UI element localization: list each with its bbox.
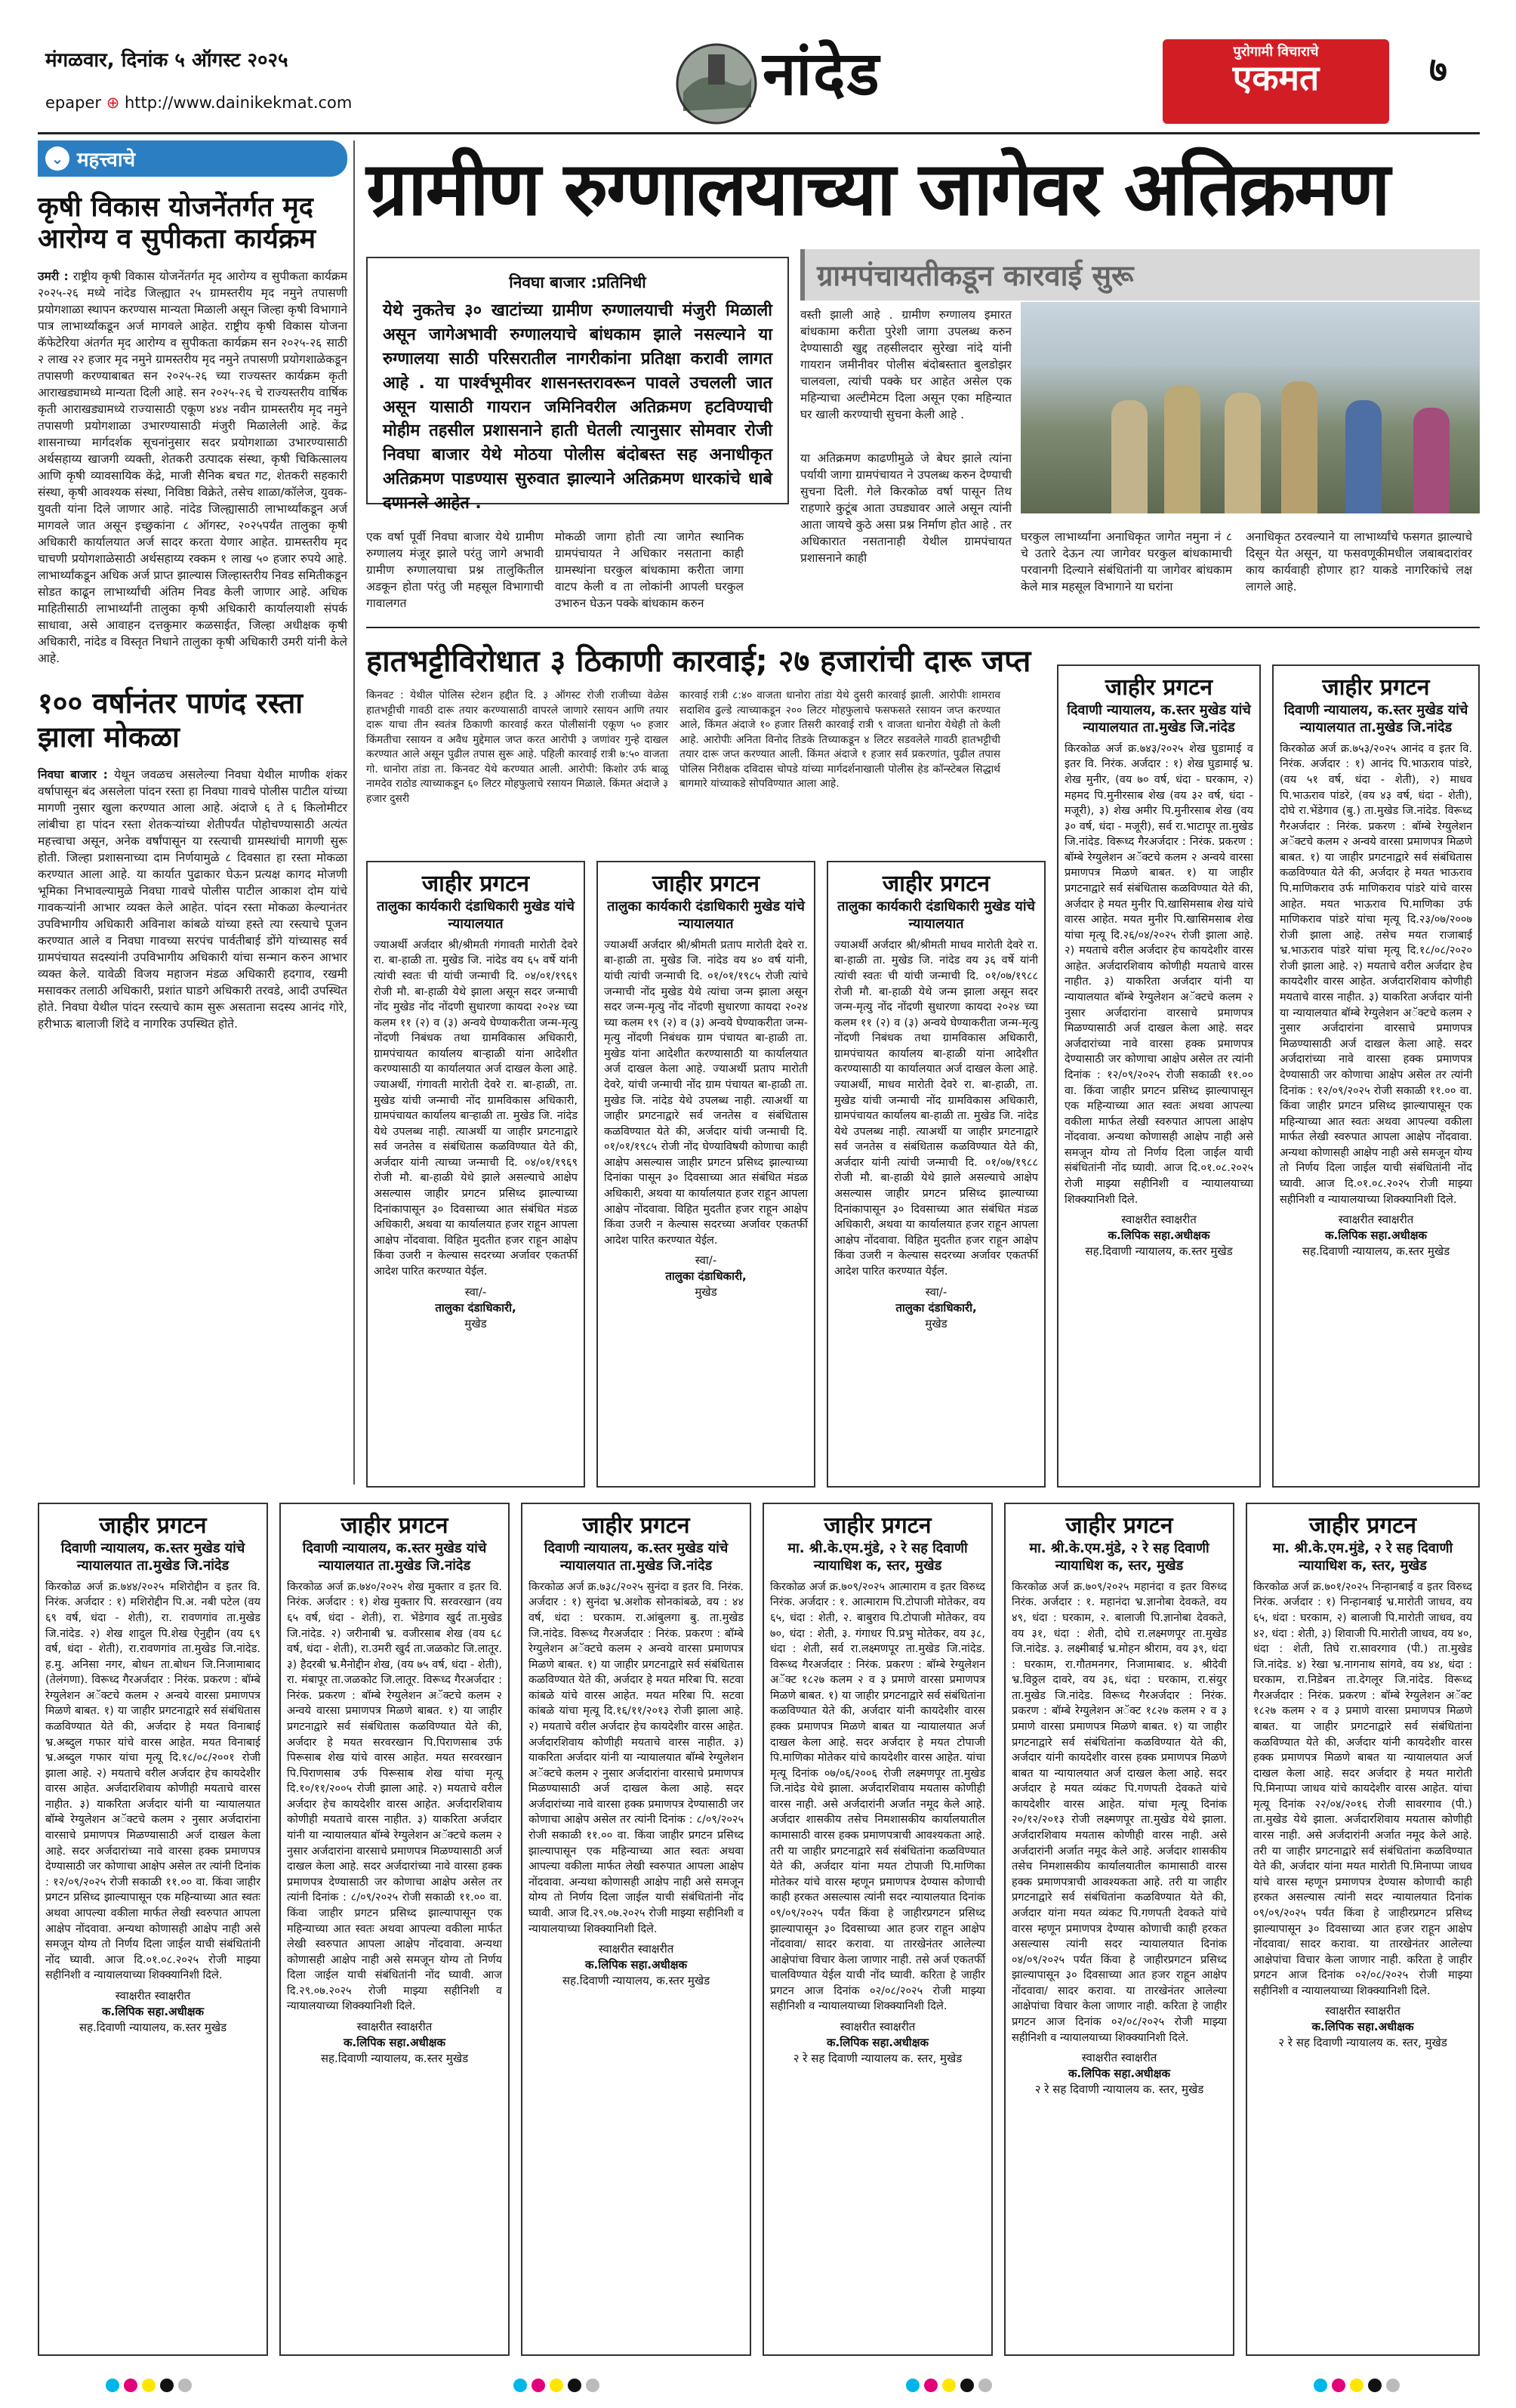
- notice-signature: २ रे सह दिवाणी न्यायालय क. स्तर, मुखेड: [1278, 2036, 1447, 2050]
- notice-signature: स्वा/-: [464, 1284, 487, 1299]
- registration-dot: [960, 2379, 974, 2392]
- notice-signature: स्वाक्षरीत स्वाक्षरीत: [1121, 1213, 1197, 1227]
- print-registration-marks: [906, 2379, 992, 2392]
- registration-dot: [142, 2379, 156, 2392]
- legal-notice: [1272, 664, 1480, 1488]
- legal-notice: [1246, 1503, 1480, 2356]
- main-lead-box: [366, 257, 789, 513]
- notice-body: ज्याअर्थी अर्जदार श्री/श्रीमती माधव मारोती देवरे रा. बा-हाळी ता. मुखेड जि. नांदेड वय ३६ वर्षे यांनी त्यांची स्वतः ची यांची जन्माची दि. ०१/०७/१९८८ रोजी मौ. बा-हाळी येथे जन्म झाला असून सदर जन्म-मृत्यु नोंद नोंदणी सुधारणा कायदा २०२४ च्या कलम ११ (२) व (३) अन्वये घेण्याकरीता जन्म-मृत्यु नोंदणी निबंधक तथा ग्रामविकास अधिकारी, ग्रामपंचायत कार्यालय बा-हाळी यांना आदेशीत करण्यासाठी या कार्यालयात अर्ज दाखल केला आहे. ज्याअर्थी, माधव मारोती देवरे रा. बा-हाळी, ता. मुखेड यांची जन्माची नोंद ग्रामविकास अधिकारी, ग्रामपंचायत कार्यालय बा-हाळी ता. मुखेड जि. नांदेड येथे उपलब्ध नाही. त्याअर्थी या जाहीर प्रगटनाद्वारे सर्व जनतेस व संबंधितास कळविण्यात येते की, अर्जदार यांनी त्यांची जन्माची दि. ०१/०७/१९८८ रोजी मौ. बा-हाळी येथे झाले असल्याचे आक्षेप असल्यास जाहीर प्रगटन प्रसिध्द झाल्याच्या दिनांकापासून ३० दिवसाच्या आत संबंधित मंडळ अधिकारी, अथवा या कार्यालयात हजर राहून आपला आक्षेप नोंदवावा. विहित मुदतीत हजर राहून आक्षेप किंवा उजरी न केल्यास सदरच्या अर्जावर एकतर्फी आदेश पारित करण्यात येईल.: [834, 939, 1038, 1278]
- brand-name: एकमत: [1232, 57, 1320, 98]
- sidebar-story2-title: १०० वर्षानंतर पाणंद रस्ता झाला मोकळा: [38, 686, 304, 754]
- legal-notice: [1004, 1503, 1234, 2356]
- sidebar-divider: [353, 140, 355, 1485]
- legal-notice: [521, 1503, 751, 2356]
- main-col5: घरकुल लाभार्थ्यांना अनाधिकृत जागेत नमुना नं ८ चे उतारे देऊन त्या जागेवर घरकुल बांधकामाची परवानगी दिल्याने संबंधितांनी या जागेवर बांधकाम केले मात्र महसूल विभागाने या घरांना: [1021, 530, 1232, 594]
- registration-dot: [568, 2379, 581, 2392]
- legal-notice: [763, 1503, 993, 2356]
- notice-signature: क.लिपिक सहा.अधीक्षक: [1325, 1229, 1427, 1243]
- notice-signature: तालुका दंडाधिकारी,: [895, 1300, 977, 1315]
- notice-court: मा. श्री.के.एम.मुंडे, २ रे सह दिवाणी न्यायाधिश क, स्तर, मुखेड: [787, 1540, 968, 1574]
- notice-signature: स्वाक्षरीत स्वाक्षरीत: [115, 1988, 191, 2003]
- registration-dot: [978, 2379, 992, 2392]
- brand-tagline: पुरोगामी विचाराचे: [1233, 44, 1319, 60]
- notice-court: मा. श्री.के.एम.मुंडे, २ रे सह दिवाणी न्यायाधिश क, स्तर, मुखेड: [1272, 1540, 1453, 1574]
- sidebar-story1-text: राष्ट्रीय कृषी विकास योजनेंतर्गत मृद आरोग्य व सुपीकता कार्यक्रम २०२५-२६ मध्ये नांदेड जिल्ह्यात २५ ग्रामस्तरीय मृद नमुने तपासणी प्रयोगशाळा स्थापन करण्यास मान्यता मिळाली असून जिल्हा कृषी विभागाने पात्र लाभार्थ्यांकडून अर्ज मागवले आहेत. राष्ट्रीय कृषी विकास योजना कॅफेटेरिया अंतर्गत मृद आरोग्य व सुपीकता कार्यक्रम सन २०२५-२६ साठी २ लाख २२ हजार मृद नमुने ग्रामस्तरीय मृद नमुने तपासणी प्रयोगशाळेकडून तपासणी करण्याबाबत सन २०२५-२६ च्या राज्यस्तर कार्यक्रम कृती आराखड्यामध्ये मान्यता दिली आहे. सन २०२५-२६ चे राज्यस्तरीय वार्षिक कृती आराखड्यामध्ये राज्यासाठी एकूण ४४४ नवीन ग्रामस्तरीय मृद नमुने तपासणी प्रयोगशाळा उभारण्यासाठी मंजुरी मिळालेली आहे. केंद्र शासनाच्या मार्गदर्शक सूचनांनुसार सदर प्रयोगशाळा उभारण्यासाठी अर्थसहाय्य खाजगी व्यक्ती, शेतकरी उत्पादक संस्था, कृषी चिकित्सालय आणि कृषी व्यावसायिक केंद्रे, माजी सैनिक बचत गट, शेतकरी सहकारी संस्था, कृषी आवश्यक संस्था, निविष्ठा विक्रेते, तसेच शाळा/कॉलेज, युवक-युवती यांना दिले जाणार आहे. नांदेड जिल्ह्यासाठी लाभार्थ्यांकडून अर्ज मागवले जात असून इच्छुकांना ८ ऑगस्ट, २०२५पर्यंत तालुका कृषी अधिकारी कार्यालयात अर्ज सादर करता येणार आहेत. ग्रामस्तरीय मृद चाचणी प्रयोगशाळेसाठी अर्थसहाय्य रक्कम १ लाख ५० हजार रुपये आहे. लाभार्थ्यांकडून अधिक अर्ज प्राप्त झाल्यास जिल्हास्तरीय निवड समितीकडून सोडत काढून लाभार्थ्यांची अंतिम निवड केली जाणार आहे. अधिक माहितीसाठी लाभार्थ्यांनी तालुका कृषी अधिकारी कार्यालयाशी संपर्क साधावा, असे आवाहन दत्तकुमार कळसाईत, जिल्हा अधीक्षक कृषी अधिकारी, नांदेड व विस्तृत निधाने तालुका कृषी अधिकारी उमरी यांनी केले आहे.: [38, 269, 347, 665]
- legal-notice: [38, 1503, 268, 2356]
- main-col4: मोकळी जागा होती त्या जागेत स्थानिक ग्रामपंचायत ने अधिकार नसताना काही ग्रामस्थांना घरकुल बांधकामा करीता जागा वाटप केली व ता लोकांनी आपली घरकुल उभारुन घेऊन पक्के बांधकाम करुन: [555, 530, 744, 610]
- notice-signature: मुखेड: [925, 1316, 948, 1330]
- notice-signature: स्वाक्षरीत स्वाक्षरीत: [356, 2019, 433, 2033]
- registration-dot: [906, 2379, 920, 2392]
- main-col3: एक वर्षा पूर्वी निवघा बाजार येथे ग्रामीण रुग्णालय मंजूर झाले परंतु जागे अभावी ग्रामीण रुग्णालयाचा प्रश्न तालुकितील अडकून होता परंतु जी महसूल विभागाची गावालगत: [366, 530, 544, 610]
- raid-col2: कारवाई रात्री ८:४० वाजता धानोरा तांडा येथे दुसरी कारवाई झाली. आरोपीः शामराव सदाशिव ढुल्डे त्याच्याकडून २०० लिटर मोहफुलाचे फसफसते रसायन जप्त करण्यात आले, किंमत अंदाजे १० हजार तिसरी कारवाई रात्री ९ वाजता धानोरा येथेही तो केली आहे. आरोपीः अनिता विनोद तिडके तिच्याकडून ४ लिटर सडवलेले गावठी हातभट्टीची तयार दारू जप्त करण्यात आली. किंमत अंदाजे १ हजार सर्व प्रकरणांत, पुढील तपास पोलिस निरीक्षक दविदास चोपडे यांच्या मार्गदर्शनाखाली पोलीस हेड कॉन्स्टेबल सिद्धार्थ बागमारे यांच्याकडे सोपविण्यात आला आहे.: [679, 689, 1000, 791]
- notice-court: दिवाणी न्यायालय, क.स्तर मुखेड यांचे न्यायालयात ता.मुखेड जि.नांदेड: [302, 1540, 487, 1574]
- notice-signature: क.लिपिक सहा.अधीक्षक: [827, 2035, 929, 2049]
- notice-signature: मुखेड: [695, 1285, 717, 1300]
- registration-dot: [586, 2379, 599, 2392]
- notice-signature: क.लिपिक सहा.अधीक्षक: [585, 1958, 687, 1972]
- notice-signature: तालुका दंडाधिकारी,: [665, 1269, 747, 1284]
- registration-dot: [1314, 2379, 1327, 2392]
- header-rule: [38, 132, 1480, 134]
- legal-notice: [366, 861, 585, 1488]
- sidebar-story1-dateline: उमरी :: [38, 269, 69, 283]
- notice-signature: मुखेड: [464, 1316, 487, 1330]
- registration-dot: [160, 2379, 174, 2392]
- sidebar-story2-text: येथून जवळच असलेल्या निवघा येथील माणीक शंकर वर्षापासून बंद असलेला पांदन रस्ता हा निवघा गावचे पोलीस पाटील यांच्या मागणी नुसार खुला करण्यात आला आहे. अंदाजे ६ ते ६ किलोमीटर लांबीचा हा पांदन रस्ता शेतकऱ्यांच्या शेतीपर्यंत पोहोचण्यासाठी अत्यंत महत्त्वाचा असून, अनेक वर्षांपासून या रस्त्याची ग्रामस्थांची मागणी सुरू होती. जिल्हा प्रशासनाच्या दाम निर्णयामुळे ८ दिवसात हा रस्ता मोकळा करण्यात आला आहे. या कार्यात पुढाकार घेऊन प्रत्यक्ष कागद मोजणी भूमिका निभावल्यामुळे निवघा गावचे पोलीस पाटील आकाश दोम यांचे गावकऱ्यांनी आभार व्यक्त केले आहेत. पांदन रस्ता मोकळा केल्यानंतर उपविभागीय अधिकारी अविनाश कांबळे यांच्या हस्ते त्या रस्त्याचे पूजन करण्यात आले व निवघा गावच्या सरपंच पार्वतीबाई डोंगे यांच्यासह सर्व ग्रामपंचायत सदस्यांनी उपविभागीय अधिकारी यांचा सन्मान करुन आभार व्यक्त केले. यावेळी विजय महाजन मंडळ अधिकारी हदगाव, रखमी मसावकर तलाठी अधिकारी, प्रशांत घाडगे अधिकारी तरवडे, आदी उपस्थित होते. निवघा येथील पांदन रस्त्याचे काम सुरू असताना सदस्य आनंद गोरे, हरीभाऊ बालाजी शिंदे व नागरिक उपस्थित होते.: [38, 767, 347, 1031]
- notice-title: जाहीर प्रगटन: [99, 1512, 207, 1539]
- notice-signature: स्वा/-: [695, 1253, 717, 1268]
- notice-signature: सह.दिवाणी न्यायालय, क.स्तर मुखेड: [1302, 1244, 1450, 1259]
- notice-title: जाहीर प्रगटन: [421, 871, 530, 897]
- main-rule: [366, 627, 1480, 628]
- registration-dot: [513, 2379, 527, 2392]
- raid-col1: किनवट : येथील पोलिस स्टेशन हद्दीत दि. ३ ऑगस्ट रोजी राजीच्या वेळेस हातभट्टीची गावठी दारू तयार करण्यासाठी वापरले जाणारे रसायन आणि तयार दारू याचा तीन स्वतंत्र ठिकाणी कारवाई करत पोलीसांनी एकूण ५० हजार किंमतीचा रसायन व अवैध मुद्देमाल जप्त करत आरोपी ३ जणांवर गुन्हे दाखल करण्यात आले असून पुढील तपास सुरू आहे. पहिली कारवाई रात्री ७:५० वाजता गो. धानोरा तांडा ता. किनवट येथे करण्यात आली. आरोपी: किशोर उर्फ बाळू नामदेव राठोड त्याच्याकडून ६० लिटर मोहफुलाचे रसायन मिळाले. किंमत अंदाजे ३ हजार दुसरी: [366, 689, 668, 806]
- registration-dot: [924, 2379, 938, 2392]
- registration-dot: [942, 2379, 956, 2392]
- notice-title: जाहीर प्रगटन: [652, 871, 760, 897]
- registration-dot: [1332, 2379, 1345, 2392]
- epaper-label: epaper: [45, 94, 102, 112]
- sidebar-section-head: [38, 140, 347, 177]
- brand-logo: [1163, 39, 1389, 124]
- notice-signature: क.लिपिक सहा.अधीक्षक: [1108, 1229, 1210, 1243]
- notice-signature: क.लिपिक सहा.अधीक्षक: [1068, 2067, 1170, 2081]
- epaper-url[interactable]: http://www.dainikekmat.com: [125, 94, 353, 112]
- registration-dot: [178, 2379, 192, 2392]
- notice-signature: सह.दिवाणी न्यायालय, क.स्तर मुखेड: [1085, 1244, 1233, 1259]
- main-byline: निवघा बाजार :प्रतिनिधी: [509, 273, 646, 291]
- notice-court: दिवाणी न्यायालय, क.स्तर मुखेड यांचे न्यायालयात ता.मुखेड जि.नांदेड: [60, 1540, 245, 1574]
- raid-headline: हातभट्टीविरोधात ३ ठिकाणी कारवाई; २७ हजारांची दारू जप्त: [366, 644, 1031, 679]
- main-lead: येथे नुकतेच ३० खाटांच्या ग्रामीण रुग्णालयाची मंजुरी मिळाली असून जागेअभावी रुग्णालयाचे बांधकाम झाले नसल्याने या रुग्णालया साठी परिसरातील नागरीकांना प्रतिक्षा करावी लागत आहे . या पार्श्वभूमीवर शासनस्तरावरून पावले उचलली जात असून यासाठी गायरान जमिनिवरील अतिक्रमण हटविण्याची मोहीम तहसील प्रशासनाने हाती घेतली त्यानुसार सोमवार रोजी निवघा बाजार येथे मोठया पोलीस बंदोबस्त सह अनाधीकृत अतिक्रमण पाडण्यास सुरुवात झाल्याने अतिक्रमण धारकांचे धाबे दणानले आहेत .: [383, 301, 772, 513]
- sidebar-story1-title: कृषी विकास योजनेंतर्गत मृद आरोग्य व सुपीकता कार्यक्रम: [38, 192, 316, 255]
- registration-dot: [532, 2379, 545, 2392]
- registration-dot: [1386, 2379, 1400, 2392]
- registration-dot: [550, 2379, 563, 2392]
- notice-signature: स्वाक्षरीत स्वाक्षरीत: [840, 2019, 916, 2033]
- globe-icon: ⊕: [106, 94, 120, 112]
- notice-body: किरकोळ अर्ज क्र.७४३/२०२५ शेख घुडामाई व इतर वि. निरंक. अर्जदार : १) शेख घुडामाई भ्र. शेख मुनीर, (वय ७० वर्ष, धंदा - घरकाम, २) महमद पि.मुनीरसाब शेख (वय ३२ वर्ष, धंदा - मजूरी), ३) शेख अमीर पि.मुनीरसाब शेख (वय ३० वर्ष, धंदा - मजूरी), सर्व रा.भाटापूर ता.मुखेड जि.नांदेड. विरूध्द गैरअर्जदार : निरंक. प्रकरण : बॉम्बे रेग्युलेशन अॅक्टचे कलम २ अन्वये वारसा प्रमाणपत्र मिळणे बाबत. १) या जाहीर प्रगटनाद्वारे सर्व संबंधितास कळविण्यात येते की, अर्जदार हे मयत मुनीर पि.खासिमसाब शेख यांचे वारस आहेत. मयत मुनीर पि.खासिमसाब शेख यांचा मृत्यू दि.२६/०४/२०२५ रोजी झाला आहे. २) मयताचे वरील अर्जदार हेच कायदेशीर वारस आहेत. अर्जदारशिवाय कोणीही मयताचे वारस नाहीत. ३) याकरिता अर्जदार यांनी या न्यायालयात बॉम्बे रेग्युलेशन अॅक्टचे कलम २ नुसार अर्जदारांना वारसाचे प्रमाणपत्र मिळण्यासाठी अर्ज दाखल केला आहे. सदर अर्जदारांच्या नावे वारसा हक्क प्रमाणपत्र देण्यासाठी जर कोणाचा आक्षेप असेल तर त्यांनी दिनांक : १२/०९/२०२५ रोजी सकाळी ११.०० वा. किंवा जाहीर प्रगटन प्रसिध्द झाल्यापासून एक महिन्याच्या आत स्वतः अथवा आपल्या वकीला मार्फत लेखी स्वरुपात आपला आक्षेप नोंदवावा. अन्यथा कोणासही आक्षेप नाही असे समजून योग्य तो निर्णय दिला जाईल याची संबंधितांनी नोंद घ्यावी. आज दि.०१.०८.२०२५ रोजी माझ्या सहीनिशी व न्यायालयाच्या शिक्क्यानिशी दिले.: [1065, 742, 1253, 1206]
- page-number: ७: [1429, 49, 1447, 90]
- demolition-photo: [1021, 302, 1480, 513]
- notice-title: जाहीर प्रगटन: [882, 871, 991, 897]
- sidebar: [38, 140, 347, 1032]
- notice-body: किरकोळ अर्ज क्र.७०९/२०२५ आत्माराम व इतर विरुध्द निरंक. अर्जदार : १. आत्माराम पि.टोपाजी मोतेकर, वय ६५, धंदा : शेती, २. बाबुराव पि.टोपाजी मोतेकर, वय ७०, धंदा : शेती, ३. गंगाधर पि.प्रभु मोतेकर, वय ३८, धंदा : शेती, सर्व रा.लक्ष्मणपूर ता.मुखेड जि.नांदेड. विरूध्द गैरअर्जदार : निरंक. प्रकरण : बॉम्बे रेग्युलेशन अॅक्ट १८२७ कलम २ व ३ प्रमाणे वारसा प्रमाणपत्र मिळणे बाबत. १) या जाहीर प्रगटनाद्वारे सर्व संबंधितांना कळविण्यात येते की, अर्जदार यांनी कायदेशीर वारस हक्क प्रमाणपत्र मिळणे बाबत या न्यायालयात अर्ज दाखल केला आहे. सदर अर्जदार हे मयत टोपाजी पि.माणिका मोतेकर यांचे कायदेशीर वारस आहेत. यांचा मृत्यू दिनांक ०७/०६/२००६ रोजी लक्ष्मणपूर ता.मुखेड जि.नांदेड येथे झाला. अर्जदारशिवाय मयतास कोणीही वारस नाही. असे अर्जदारांनी अर्जात नमूद केले आहे. अर्जदार शासकीय तसेच निमशासकीय कार्यालयातील कामासाठी वारस हक्क प्रमाणपत्राची आवश्यकता आहे. तरी या जाहीर प्रगटनाद्वारे सर्व संबंधितांना कळविण्यात येते की, अर्जदार यांना मयत टोपाजी पि.माणिका मोतेकर यांचे वारस म्हणून प्रमाणपत्र देण्यास कोणाची काही हरकत असल्यास त्यांनी सदर न्यायालयात दिनांक ०९/०९/२०२५ पर्यंत किंवा हे जाहीरप्रगटन प्रसिध्द झाल्यापासून ३० दिवसाच्या आत हजर राहून आक्षेप नोंदवावा/ सादर करावा. या तारखेनंतर आलेल्या आक्षेपांचा विचार केला जाणार नाही. तसे अर्ज एकतर्फी चालविण्यात येईल याची नोंद घ्यावी. करिता हे जाहीर प्रगटन आज दिनांक ०२/०८/२०२५ रोजी माझ्या सहीनिशी व न्यायालयाच्या शिक्क्यानिशी दिले.: [770, 1580, 985, 2013]
- main-subhead: ग्रामपंचायतीकडून कारवाई सुरू: [800, 249, 1480, 301]
- notice-body: किरकोळ अर्ज क्र.७४०/२०२५ शेख मुक्तार व इतर वि. निरंक. अर्जदार : १) शेख मुक्तार पि. सरवरखान (वय ६५ वर्ष, धंदा - शेती), रा. भेंडेगाव खुर्द ता.मुखेड जि.नांदेड. २) जरीनाबी भ्र. वजीरसाब शेख (वय ६८ वर्ष, धंदा - शेती), रा.उमरी खुर्द ता.जळकोट जि.लातूर. ३) हैदरबी भ्र.मैनोद्दीन शेख, (वय ७५ वर्ष, धंदा - शेती), रा. मंबापूर ता.जळकोट जि.लातूर. विरूध्द गैरअर्जदार : निरंक. प्रकरण : बॉम्बे रेग्युलेशन अॅक्टचे कलम २ अन्वये वारसा प्रमाणपत्र मिळणे बाबत. १) या जाहीर प्रगटनाद्वारे सर्व संबंधितास कळविण्यात येते की, अर्जदार हे मयत सरवरखान पि.पिराणसाब उर्फ पिरूसाब शेख यांचे वारस आहेत. मयत सरवरखान पि.पिराणसाब उर्फ पिरूसाब शेख यांचा मृत्यू दि.१०/११/२००५ रोजी झाला आहे. २) मयताचे वरील अर्जदार हेच कायदेशीर वारस आहेत. अर्जदारशिवाय कोणीही मयताचे वारस नाहीत. ३) याकरिता अर्जदार यांनी या न्यायालयात बॉम्बे रेग्युलेशन अॅक्टचे कलम २ नुसार अर्जदारांना वारसाचे प्रमाणपत्र मिळण्यासाठी अर्ज दाखल केला आहे. सदर अर्जदारांच्या नावे वारसा हक्क प्रमाणपत्र देण्यासाठी जर कोणाचा आक्षेप असेल तर त्यांनी दिनांक : ८/०९/२०२५ रोजी सकाळी ११.०० वा. किंवा जाहीर प्रगटन प्रसिध्द झाल्यापासून एक महिन्याच्या आत स्वतः अथवा आपल्या वकीला मार्फत लेखी स्वरुपात आपला आक्षेप नोंदवावा. अन्यथा कोणासही आक्षेप नाही असे समजून योग्य तो निर्णय दिला जाईल याची संबंधितांनी नोंद घ्यावी. आज दि.२९.०७.२०२५ रोजी माझ्या सहीनिशी व न्यायालयाच्या शिक्क्यानिशी दिले.: [287, 1580, 502, 2013]
- registration-dot: [124, 2379, 137, 2392]
- notice-signature: क.लिपिक सहा.अधीक्षक: [1311, 2020, 1414, 2034]
- notice-signature: स्वाक्षरीत स्वाक्षरीत: [598, 1942, 674, 1956]
- registration-dot: [106, 2379, 119, 2392]
- notice-body: ज्याअर्थी अर्जदार श्री/श्रीमती गंगावती मारोती देवरे रा. बा-हाळी ता. मुखेड जि. नांदेड वय ६५ वर्षे यांनी त्यांची स्वतः ची यांची जन्माची दि. ०४/०१/१९६९ रोजी मौ. बा-हाळी येथे झाला असून सदर जन्माची नोंद मुखेड नोंद नोंदणी सुधारणा कायदा २०२४ च्या कलम ११ (२) व (३) अन्वये घेण्याकरीता जन्म-मृत्यु नोंदणी निबंधक तथा ग्रामविकास अधिकारी, ग्रामपंचायत कार्यालय बाऱ्हाळी यांना आदेशीत करण्यासाठी या कार्यालयात अर्ज दाखल केला आहे. ज्याअर्थी, गंगावती मारोती देवरे रा. बा-हाळी, ता. मुखेड यांची जन्माची नोंद ग्रामविकास अधिकारी, ग्रामपंचायत कार्यालय बाऱ्हाळी ता. मुखेड जि. नांदेड येथे उपलब्ध नाही. त्याअर्थी या जाहीर प्रगटनाद्वारे सर्व जनतेस व संबंधितास कळविण्यात येते की, अर्जदार यांनी त्याच्या जन्माची दि. ०४/०१/१९६९ रोजी मौ. बा-हाळी येथे झाले असल्याचे आक्षेप असल्यास जाहीर प्रगटन प्रसिध्द झाल्याच्या दिनांकापासून ३० दिवसाच्या आत संबंधित मंडळ अधिकारी, अथवा या कार्यालयात हजर राहून आपला आक्षेप नोंदवावा. विहित मुदतीत हजर राहून आक्षेप किंवा उजरी न केल्यास सदरच्या अर्जावर एकतर्फी आदेश पारित करण्यात येईल.: [374, 939, 578, 1278]
- main-col1: वस्ती झाली आहे . ग्रामीण रुग्णालय इमारत बांधकामा करीता पुरेशी जागा उपलब्ध करुन देण्यासाठी खुद्द तहसीलदार सुरेखा नांदे यांनी गायरान जमीनीवर पोलीस बंदोबस्तात बुलडोझर चालवला, त्यांची पक्के घर आहेत असेल एक महिन्याचा अल्टीमेटम दिला असून एका महिन्यात घर खाली करण्याची सुचना केली आहे .: [800, 308, 1012, 421]
- sidebar-story2-dateline: निवघा बाजार :: [38, 767, 108, 782]
- notice-court: दिवाणी न्यायालय, क.स्तर मुखेड यांचे न्यायालयात ता.मुखेड जि.नांदेड: [1067, 702, 1251, 736]
- notice-body: किरकोळ अर्ज क्र.७०९/२०२५ महानंदा व इतर विरुध्द निरंक. अर्जदार : १. महानंदा भ्र.ज्ञानोबा देवकते, वय ४९, धंदा : घरकाम, २. बालाजी पि.ज्ञानोबा देवकते, वय ३१, धंदा : शेती, दोघे रा.लक्ष्मणपूर ता.मुखेड जि.नांदेड. ३. लक्ष्मीबाई भ्र.मोहन श्रीराम, वय ३९, धंदा : घरकाम, रा.गौतमनगर, निजामाबाद. ४. श्रीदेवी भ्र.विठ्ठल दावरे, वय ३६, धंदा : घरकाम, रा.संयुर ता.मुखेड जि.नांदेड. विरूध्द गैरअर्जदार : निरंक. प्रकरण : बॉम्बे रेग्युलेशन अॅक्ट १८२७ कलम २ व ३ प्रमाणे वारसा प्रमाणपत्र मिळणे बाबत. १) या जाहीर प्रगटनाद्वारे सर्व संबंधितांना कळविण्यात येते की, अर्जदार यांनी कायदेशीर वारस हक्क प्रमाणपत्र मिळणे बाबत या न्यायालयात अर्ज दाखल केला आहे. सदर अर्जदार हे मयत व्यंकट पि.गणपती देवकते यांचे कायदेशीर वारस आहेत. यांचा मृत्यू दिनांक २०/१२/२०१३ रोजी लक्ष्मणपूर ता.मुखेड येथे झाला. अर्जदारशिवाय मयतास कोणीही वारस नाही. असे अर्जदारांनी अर्जात नमूद केले आहे. अर्जदार शासकीय तसेच निमशासकीय कार्यालयातील कामासाठी वारस हक्क प्रमाणपत्राची आवश्यकता आहे. तरी या जाहीर प्रगटनाद्वारे सर्व संबंधितांना कळविण्यात येते की, अर्जदार यांना मयत व्यंकट पि.गणपती देवकते यांचे वारस म्हणून प्रमाणपत्र देण्यास कोणाची काही हरकत असल्यास त्यांनी सदर न्यायालयात दिनांक ०४/०९/२०२५ पर्यंत किंवा हे जाहीरप्रगटन प्रसिध्द झाल्यापासून ३० दिवसाच्या आत हजर राहून आक्षेप नोंदवावा/ सादर करावा. या तारखेनंतर आलेल्या आक्षेपांचा विचार केला जाणार नाही. करिता हे जाहीर प्रगटन आज दिनांक ०२/०८/२०२५ रोजी माझ्या सहीनिशी व न्यायालयाच्या शिक्क्यानिशी दिले.: [1012, 1580, 1227, 2044]
- notice-signature: २ रे सह दिवाणी न्यायालय क. स्तर, मुखेड: [793, 2051, 963, 2065]
- epaper-line[interactable]: [45, 94, 352, 112]
- notice-body: किरकोळ अर्ज क्र.७५३/२०२५ आनंद व इतर वि. निरंक. अर्जदार : १) आनंद पि.भाऊराव पांडरे, (वय ५१ वर्ष, धंदा - शेती), २) माधव पि.भाऊराव पांडरे, (वय ४३ वर्ष, धंदा - शेती), दोघे रा.भेंडेगाव (बु.) ता.मुखेड जि.नांदेड. विरूध्द गैरअर्जदार : निरंक. प्रकरण : बॉम्बे रेग्युलेशन अॅक्टचे कलम २ अन्वये वारसा प्रमाणपत्र मिळणे बाबत. १) या जाहीर प्रगटनाद्वारे सर्व संबंधितास कळविण्यात येते की, अर्जदार हे मयत भाऊराव पि.माणिकराव उर्फ माणिकराव पांडरे यांचे वारस आहेत. मयत भाऊराव पि.माणिका उर्फ माणिकराव पांडरे यांचा मृत्यू दि.२३/०७/२००७ रोजी झाला आहे. तसेच मयत राजाबाई भ्र.भाऊराव पांडरे यांचा मृत्यू दि.१८/०८/२०२० रोजी झाला आहे. २) मयताचे वरील अर्जदार हेच कायदेशीर वारस आहेत. अर्जदारशिवाय कोणीही मयताचे वारस नाहीत. ३) याकरिता अर्जदार यांनी या न्यायालयात बॉम्बे रेग्युलेशन अॅक्टचे कलम २ नुसार अर्जदारांना वारसाचे प्रमाणपत्र मिळण्यासाठी अर्ज दाखल केला आहे. सदर अर्जदारांच्या नावे वारसा हक्क प्रमाणपत्र देण्यासाठी जर कोणाचा आक्षेप असेल तर त्यांनी दिनांक : १२/०९/२०२५ रोजी सकाळी ११.०० वा. किंवा जाहीर प्रगटन प्रसिध्द झाल्यापासून एक महिन्याच्या आत स्वतः अथवा आपल्या वकीला मार्फत लेखी स्वरुपात आपला आक्षेप नोंदवावा. अन्यथा कोणासही आक्षेप नाही असे समजून योग्य तो निर्णय दिला जाईल याची संबंधितांनी नोंद घ्यावी. आज दि.०१.०८.२०२५ रोजी माझ्या सहीनिशी व न्यायालयाच्या शिक्क्यानिशी दिले.: [1280, 742, 1472, 1206]
- notice-body: किरकोळ अर्ज क्र.७३८/२०२५ सुनंदा व इतर वि. निरंक. अर्जदार : १) सुनंदा भ्र.अशोक सोनकांबळे, वय : ४४ वर्ष, धंदा : घरकाम. रा.आंबुलगा बु. ता.मुखेड जि.नांदेड. विरूध्द गैरअर्जदार : निरंक. प्रकरण : बॉम्बे रेग्युलेशन अॅक्टचे कलम २ अन्वये वारसा प्रमाणपत्र मिळणे बाबत. १) या जाहीर प्रगटनाद्वारे सर्व संबंधितास कळविण्यात येते की, अर्जदार हे मयत मरिबा पि. सटवा कांबळे यांचे वारस आहेत. मयत मरिबा पि. सटवा कांबळे यांचा मृत्यू दि.१६/११/२०१३ रोजी झाला आहे. २) मयताचे वरील अर्जदार हेच कायदेशीर वारस आहेत. अर्जदारशिवाय कोणीही मयताचे वारस नाहीत. ३) याकरिता अर्जदार यांनी या न्यायालयात बॉम्बे रेग्युलेशन अॅक्टचे कलम २ नुसार अर्जदारांना वारसाचे प्रमाणपत्र मिळण्यासाठी अर्ज दाखल केला आहे. सदर अर्जदारांच्या नावे वारसा हक्क प्रमाणपत्र देण्यासाठी जर कोणाचा आक्षेप असेल तर त्यांनी दिनांक : ८/०९/२०२५ रोजी सकाळी ११.०० वा. किंवा जाहीर प्रगटन प्रसिध्द झाल्यापासून एक महिन्याच्या आत स्वतः अथवा आपल्या वकीला मार्फत लेखी स्वरुपात आपला आक्षेप नोंदवावा. अन्यथा कोणासही आक्षेप नाही असे समजून योग्य तो निर्णय दिला जाईल याची संबंधितांनी नोंद घ्यावी. आज दि.२९.०७.२०२५ रोजी माझ्या सहीनिशी व न्यायालयाच्या शिक्क्यानिशी दिले.: [528, 1580, 744, 1935]
- sidebar-story1-body: [38, 268, 347, 667]
- chevron-down-icon: ⌄: [45, 146, 69, 171]
- notice-body: ज्याअर्थी अर्जदार श्री/श्रीमती प्रताप मारोती देवरे रा. बा-हाळी ता. मुखेड जि. नांदेड वय ४० वर्ष यांनी, यांची त्यांची जन्माची दि. ०१/०१/१९८५ रोजी त्यांचे जन्माची नोंद मुखेड येथे त्यांचा जन्म झाला असून सदर जन्म-मृत्यु नोंद नोंदणी सुधारणा कायदा २०२४ च्या कलम १९ (२) व (३) अन्वये घेण्याकरीता जन्म-मृत्यु नोंदणी निबंधक ग्राम पंचायत बा-हाळी ता. मुखेड यांना आदेशीत करण्यासाठी या कार्यालयात अर्ज दाखल केला आहे. ज्याअर्थी प्रताप मारोती देवरे, यांची जन्माची नोंद ग्राम पंचायत बा-हाळी ता. मुखेड जि. नांदेड येथे उपलब्ध नाही. त्याअर्थी या जाहीर प्रगटनाद्वारे सर्व जनतेस व संबंधितास कळविण्यात येते की, अर्जदार यांची जन्माची दि. ०१/०१/१९८५ रोजी नोंद घेण्याविषयी कोणाचा काही आक्षेप असल्यास जाहीर प्रगटन प्रसिध्द झाल्याच्या दिनांका पासून ३० दिवसाच्या आत संबंधित मंडळ अधिकारी, अथवा या कार्यालयात हजर राहून आपला आक्षेप नोंदवावा. विहित मुदतीत हजर राहून आक्षेप किंवा उजरी न केल्यास सदरच्या अर्जावर एकतर्फी आदेश पारित करण्यात येईल.: [604, 939, 808, 1247]
- notice-signature: सह.दिवाणी न्यायालय, क.स्तर मुखेड: [562, 1974, 710, 1988]
- notice-court: दिवाणी न्यायालय, क.स्तर मुखेड यांचे न्यायालयात ता.मुखेड जि.नांदेड: [1283, 702, 1468, 736]
- registration-dot: [1350, 2379, 1363, 2392]
- sidebar-section-label: महत्त्वाचे: [77, 149, 136, 171]
- legal-notice: [1057, 664, 1261, 1488]
- notice-court: मा. श्री.के.एम.मुंडे, २ रे सह दिवाणी न्यायाधिश क, स्तर, मुखेड: [1029, 1540, 1209, 1574]
- notice-title: जाहीर प्रगटन: [1308, 1512, 1417, 1539]
- main-col6: अनाधिकृत ठरवल्याने या लाभार्थ्यांचे फसगत झाल्याचे दिसून येत असून, या फसवणूकीमधील जबाबदारांवर काय कार्यवाही होणार हा? याकडे नागरिकांचे लक्ष लागले आहे.: [1246, 530, 1472, 594]
- notice-signature: सह.दिवाणी न्यायालय, क.स्तर मुखेड: [79, 2020, 227, 2034]
- notice-signature: क.लिपिक सहा.अधीक्षक: [344, 2035, 445, 2049]
- photo-figure: [1345, 400, 1382, 513]
- notice-title: जाहीर प्रगटन: [1065, 1512, 1173, 1539]
- notice-signature: स्वाक्षरीत स्वाक्षरीत: [1081, 2051, 1157, 2065]
- notice-signature: सह.दिवाणी न्यायालय, क.स्तर मुखेड: [320, 2051, 469, 2065]
- main-col2: या अतिक्रमण काढणीमुळे जे बेघर झाले त्यांना पर्यायी जागा ग्रामपंचायत ने उपलब्ध करुन देण्याची सुचना दिली. गेले किरकोळ वर्षा पासून तिथ राहणारे कुटूंब आता उघड्यावर आले असून त्यांनी आता जायचे कुठे असा प्रश्न निर्माण होत आहे . तर अधिकारात नसतानाही येथील ग्रामपंचायत प्रशासनाने काही: [800, 452, 1012, 565]
- registration-dot: [1368, 2379, 1382, 2392]
- print-registration-marks: [513, 2379, 599, 2392]
- legal-notice: [279, 1503, 510, 2356]
- photo-figure: [1225, 393, 1261, 513]
- sidebar-story2-body: [38, 766, 347, 1032]
- notice-body: किरकोळ अर्ज क्र.७४४/२०२५ मशिरोद्दीन व इतर वि. निरंक. अर्जदार : १) मशिरोद्दीन पि.अ. नबी पटेल (वय ६९ वर्ष, धंदा - शेती), रा. रावणगांव ता.मुखेड जि.नांदेड. २) शेख शादुल पि.शेख ऐनुद्दीन (वय ६९ वर्ष, धंदा - शेती), रा.रावणगांव ता.मुखेड जि.नांदेड. ह.मु. अनिसा नगर, बोधन ता.बोधन जि.निजामाबाद (तेलंगणा). विरूध्द गैरअर्जदार : निरंक. प्रकरण : बॉम्बे रेग्युलेशन अॅक्टचे कलम २ अन्वये वारसा प्रमाणपत्र मिळणे बाबत. १) या जाहीर प्रगटनाद्वारे सर्व संबंधितास कळविण्यात येते की, अर्जदार हे मयत विनाबाई भ्र.अब्दुल गफार यांचे वारस आहेत. मयत विनाबाई भ्र.अब्दुल गफार यांचा मृत्यू दि.१८/०८/२००१ रोजी झाला आहे. २) मयताचे वरील अर्जदार हेच कायदेशीर वारस आहेत. अर्जदारशिवाय कोणीही मयताचे वारस नाहीत. ३) याकरिता अर्जदार यांनी या न्यायालयात बॉम्बे रेग्युलेशन अॅक्टचे कलम २ नुसार अर्जदारांना वारसाचे प्रमाणपत्र मिळण्यासाठी अर्ज दाखल केला आहे. सदर अर्जदारांच्या नावे वारसा हक्क प्रमाणपत्र देण्यासाठी जर कोणाचा आक्षेप असेल तर त्यांनी दिनांक : १२/०९/२०२५ रोजी सकाळी ११.०० वा. किंवा जाहीर प्रगटन प्रसिध्द झाल्यापासून एक महिन्याच्या आत स्वतः अथवा आपल्या वकीला मार्फत लेखी स्वरुपात आपला आक्षेप नोंदवावा. अन्यथा कोणासही आक्षेप नाही असे समजून योग्य तो निर्णय दिला जाईल याची संबंधितांनी नोंद घ्यावी. आज दि.०१.०८.२०२५ रोजी माझ्या सहीनिशी व न्यायालयाच्या शिक्क्यानिशी दिले.: [45, 1580, 260, 1982]
- masthead-logo-art: [672, 39, 761, 128]
- legal-notice: [827, 861, 1046, 1488]
- notice-signature: स्वा/-: [925, 1284, 948, 1299]
- notice-court: दिवाणी न्यायालय, क.स्तर मुखेड यांचे न्यायालयात ता.मुखेड जि.नांदेड: [544, 1540, 729, 1574]
- notice-body: किरकोळ अर्ज क्र.७०१/२०२५ निन्हानबाई व इतर विरुध्द निरंक. अर्जदार : १) निन्हानबाई भ्र.मारोती जाधव, वय ६५, धंदा : घरकाम, २) बालाजी पि.मारोती जाधव, वय ४२, धंदा : शेती, ३) शिवाजी पि.मारोती जाधव, वय ४०, धंदा : शेती, तिघे रा.सावरगाव (पी.) ता.मुखेड जि.नांदेड. ४) रेखा भ्र.नागनाथ सांगवे, वय ४४, धंदा : घरकाम, रा.निडेबन ता.देगलूर जि.नांदेड. विरूध्द गैरअर्जदार : निरंक. प्रकरण : बॉम्बे रेग्युलेशन अॅक्ट १८२७ कलम २ व ३ प्रमाणे वारसा प्रमाणपत्र मिळणे बाबत. या जाहीर प्रगटनाद्वारे सर्व संबंधितांना कळविण्यात येते की, अर्जदार यांनी कायदेशीर वारस हक्क प्रमाणपत्र मिळणे बाबत या न्यायालयात अर्ज दाखल केला आहे. सदर अर्जदार हे मयत मारोती पि.मिनाप्पा जाधव यांचे कायदेशीर वारस आहेत. यांचा मृत्यू दिनांक २२/०४/२०१६ रोजी सावरगाव (पी.) ता.मुखेड येथे झाला. अर्जदारशिवाय मयतास कोणीही वारस नाही. असे अर्जदारांनी अर्जात नमूद केले आहे. तरी या जाहीर प्रगटनाद्वारे सर्व संबंधितांना कळविण्यात येते की, अर्जदार यांना मयत मारोती पि.मिनाप्पा जाधव यांचे वारस म्हणून प्रमाणपत्र देण्यास कोणाची काही हरकत असल्यास त्यांनी सदर न्यायालयात दिनांक ०९/०९/२०२५ पर्यंत किंवा हे जाहीरप्रगटन प्रसिध्द झाल्यापासून ३० दिवसाच्या आत हजर राहून आक्षेप नोंदवावा/ सादर करावा. या तारखेनंतर आलेल्या आक्षेपांचा विचार केला जाणार नाही. करिता हे जाहीर प्रगटन आज दिनांक ०२/०८/२०२५ रोजी माझ्या सहीनिशी व न्यायालयाच्या शिक्क्यानिशी दिले.: [1253, 1580, 1472, 1997]
- notice-court: तालुका कार्यकारी दंडाधिकारी मुखेड यांचे न्यायालयात: [837, 899, 1035, 933]
- notice-title: जाहीर प्रगटन: [582, 1512, 690, 1539]
- legal-notice: [596, 861, 815, 1488]
- main-headline: ग्रामीण रुग्णालयाच्या जागेवर अतिक्रमण: [366, 146, 1389, 233]
- notice-title: जाहीर प्रगटन: [1322, 674, 1430, 701]
- photo-figure: [1413, 408, 1450, 513]
- photo-figure: [1164, 385, 1200, 513]
- print-registration-marks: [1314, 2379, 1400, 2392]
- notice-signature: क.लिपिक सहा.अधीक्षक: [102, 2004, 204, 2018]
- print-registration-marks: [106, 2379, 192, 2392]
- issue-date: मंगळवार, दिनांक ५ ऑगस्ट २०२५: [45, 49, 288, 72]
- city-masthead: नांदेड: [763, 38, 881, 109]
- notice-signature: तालुका दंडाधिकारी,: [435, 1300, 516, 1315]
- notice-signature: २ रे सह दिवाणी न्यायालय क. स्तर, मुखेड: [1034, 2083, 1204, 2097]
- photo-figure: [1281, 381, 1317, 513]
- notice-title: जाहीर प्रगटन: [340, 1512, 448, 1539]
- notice-signature: स्वाक्षरीत स्वाक्षरीत: [1338, 1213, 1414, 1227]
- notice-court: तालुका कार्यकारी दंडाधिकारी मुखेड यांचे न्यायालयात: [377, 899, 575, 933]
- notice-title: जाहीर प्रगटन: [1105, 674, 1213, 701]
- notice-court: तालुका कार्यकारी दंडाधिकारी मुखेड यांचे न्यायालयात: [607, 899, 805, 933]
- notice-signature: स्वाक्षरीत स्वाक्षरीत: [1325, 2004, 1400, 2018]
- photo-figure: [1111, 400, 1148, 513]
- notice-title: जाहीर प्रगटन: [824, 1512, 932, 1539]
